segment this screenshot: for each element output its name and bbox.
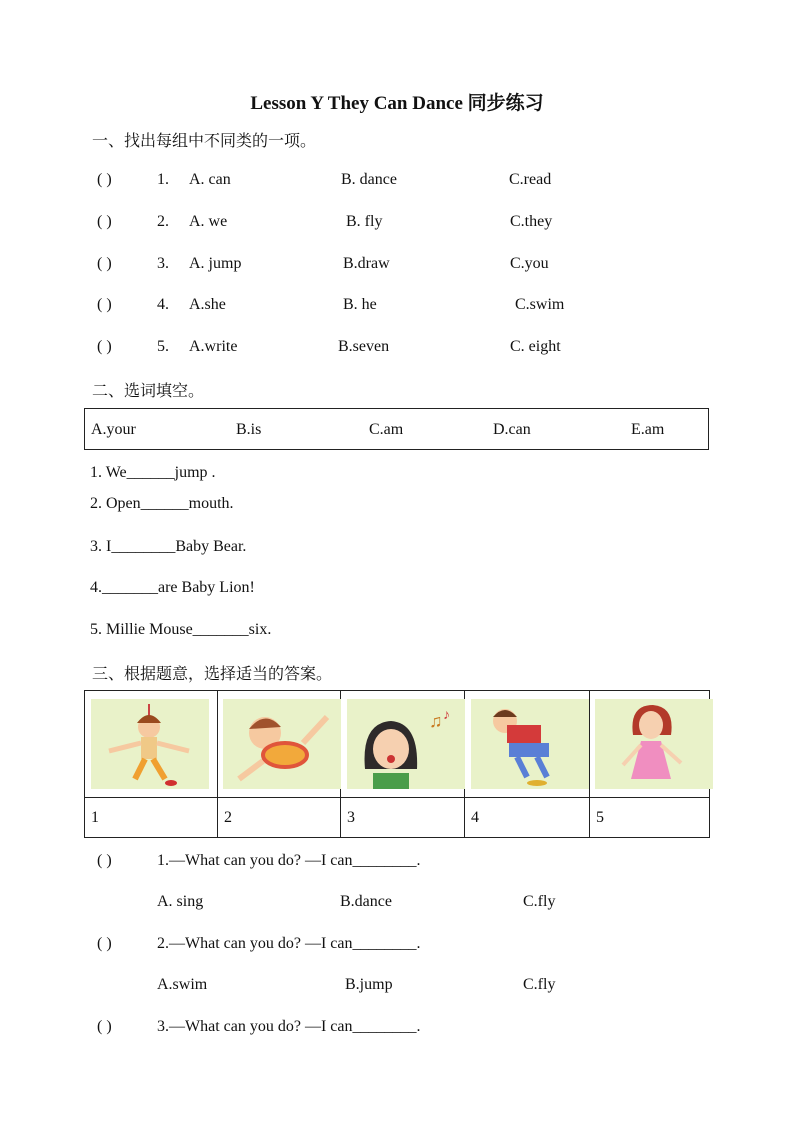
dancing-boy-icon [91,699,209,789]
option-a: A.she [189,296,226,313]
option-c: C.read [509,171,552,188]
option-a: A. sing [157,893,204,910]
option-b: B. dance [341,171,397,188]
section3-heading: 三、根据题意，选择适当的答案。 [92,664,333,683]
table-divider [589,691,590,837]
section2-heading: 二、选词填空。 [92,381,205,400]
word-option: D.can [493,421,531,438]
picture-number: 3 [347,809,355,826]
svg-text:♫: ♫ [429,711,443,731]
fill-sentence: 4._______are Baby Lion! [90,579,255,596]
picture-table [84,690,710,838]
answer-paren[interactable]: ( ) [97,296,112,313]
table-divider [217,691,218,837]
dancing-girl-icon [595,699,713,789]
answer-paren[interactable]: ( ) [97,213,112,230]
fill-sentence: 2. Open______mouth. [90,495,234,512]
picture-number: 4 [471,809,479,826]
option-b: B.draw [343,255,390,272]
option-c: C.you [510,255,549,272]
question-number: 4. [157,296,169,313]
option-b: B.dance [340,893,392,910]
picture-number: 5 [596,809,604,826]
fill-sentence: 5. Millie Mouse_______six. [90,621,272,638]
option-c: C.they [510,213,553,230]
svg-text:♪: ♪ [443,708,450,723]
picture-number: 2 [224,809,232,826]
question-text: 3.—What can you do? —I can________. [157,1018,421,1035]
option-a: A.swim [157,976,208,993]
fill-sentence: 3. I________Baby Bear. [90,538,247,555]
answer-paren[interactable]: ( ) [97,852,112,869]
option-c: C.fly [523,976,556,993]
answer-paren[interactable]: ( ) [97,255,112,272]
word-option: C.am [369,421,404,438]
word-option: B.is [236,421,262,438]
option-a: A.write [189,338,238,355]
answer-paren[interactable]: ( ) [97,171,112,188]
swimming-boy-icon [223,699,341,789]
singing-girl-icon [347,699,465,789]
option-c: C.fly [523,893,556,910]
page-title: Lesson Y They Can Dance 同步练习 [250,93,544,114]
option-b: B.jump [345,976,393,993]
word-option: E.am [631,421,665,438]
question-number: 2. [157,213,169,230]
question-number: 1. [157,171,169,188]
option-a: A. can [189,171,231,188]
jumping-boy-icon [471,699,589,789]
question-text: 2.—What can you do? —I can________. [157,935,421,952]
answer-paren[interactable]: ( ) [97,338,112,355]
option-a: A. we [189,213,228,230]
section1-heading: 一、找出每组中不同类的一项。 [92,131,317,150]
option-a: A. jump [189,255,242,272]
picture-number: 1 [91,809,99,826]
question-number: 5. [157,338,169,355]
word-option: A.your [91,421,136,438]
option-c: C. eight [510,338,561,355]
fill-sentence: 1. We______jump . [90,464,216,481]
table-divider [85,797,709,798]
option-b: B. fly [346,213,383,230]
question-number: 3. [157,255,169,272]
option-b: B. he [343,296,377,313]
option-c: C.swim [515,296,565,313]
answer-paren[interactable]: ( ) [97,935,112,952]
answer-paren[interactable]: ( ) [97,1018,112,1035]
option-b: B.seven [338,338,390,355]
question-text: 1.—What can you do? —I can________. [157,852,421,869]
word-bank [84,408,709,450]
